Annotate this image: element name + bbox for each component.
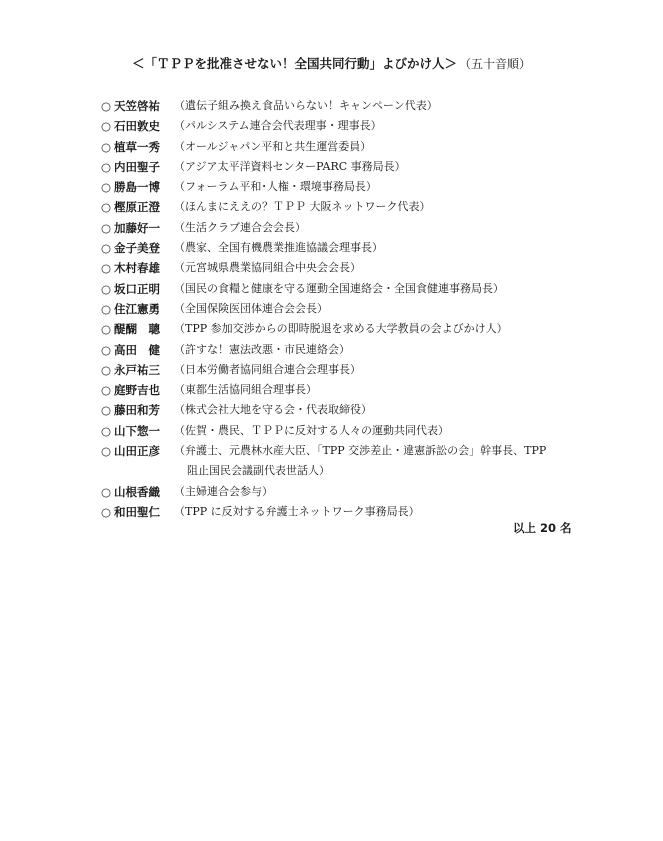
list-item: [101, 279, 591, 299]
person-affiliation: [174, 157, 579, 177]
affiliation-text: （弁護士、元農林水産大臣、「TPP 交渉差止・違憲訴訟の会」幹事長、TPP: [174, 444, 547, 458]
person-affiliation: [174, 319, 579, 339]
affiliation-text: （ほんまにええの？ＴＰＰ 大阪ネットワーク代表）: [174, 200, 431, 214]
affiliation-text: （アジア太平洋資料センターPARC 事務局長）: [174, 159, 406, 173]
list-item: [101, 299, 591, 319]
affiliation-text: （TPP 参加交渉からの即時脱退を求める大学教員の会よびかけ人）: [174, 322, 508, 336]
bullet-circle: ○: [101, 403, 112, 418]
bullet-circle: ○: [101, 322, 112, 337]
person-name: 和田聖仁: [114, 504, 160, 519]
affiliation-text: （農家、全国有機農業推進協議会理事長）: [174, 241, 383, 255]
affiliation-text: （TPP に反対する弁護士ネットワーク事務局長）: [174, 504, 420, 518]
bullet-circle: ○: [101, 159, 112, 174]
list-item: [101, 441, 591, 482]
person-name: 庭野吉也: [114, 383, 160, 398]
list-item: [101, 340, 591, 360]
person-affiliation: [174, 380, 579, 400]
affiliation-text: （日本労働者協同組合連合会理事長）: [174, 362, 361, 376]
list-item: [101, 360, 591, 380]
person-affiliation: [174, 340, 579, 360]
bullet-circle: ○: [101, 423, 112, 438]
list-item: [101, 137, 591, 157]
affiliation-text: （許すな！憲法改悪・市民連絡会）: [174, 342, 350, 356]
list-item: [101, 258, 591, 278]
person-affiliation: [174, 400, 579, 420]
person-name: 加藤好一: [114, 220, 160, 235]
bullet-circle: ○: [101, 180, 112, 195]
person-name: 山下惣一: [114, 423, 160, 438]
person-name: 植草一秀: [114, 139, 160, 154]
affiliation-text: （主婦連合会参与）: [174, 484, 273, 498]
person-name: 樫原正澄: [114, 200, 160, 215]
affiliation-text: （全国保険医団体連合会会長）: [174, 301, 328, 315]
person-affiliation: [174, 360, 579, 380]
affiliation-text: （オールジャパン平和と共生運営委員）: [174, 139, 372, 153]
person-name: 藤田和芳: [114, 403, 160, 418]
person-name: 木村春雄: [114, 261, 160, 276]
bullet-circle: ○: [101, 220, 112, 235]
person-name: 天笠啓祐: [114, 99, 160, 113]
bullet-circle: ○: [101, 444, 112, 459]
bullet-circle: ○: [101, 484, 112, 499]
person-affiliation: [174, 421, 579, 441]
person-name: 勝島一博: [114, 180, 160, 195]
bullet-circle: ○: [101, 362, 112, 377]
list-item: [101, 238, 591, 258]
list-item: [101, 482, 591, 502]
caller-list: [101, 96, 591, 522]
person-name: 醍醐 聰: [114, 322, 160, 337]
list-item: [101, 157, 591, 177]
list-item: [101, 177, 591, 197]
bullet-circle: ○: [101, 301, 112, 316]
affiliation-text: （佐賀・農民、ＴＰＰに反対する人々の運動共同代表）: [174, 423, 449, 437]
person-name: 山根香織: [114, 484, 160, 499]
person-affiliation: [174, 258, 579, 278]
person-affiliation: [174, 279, 579, 299]
affiliation-text: （生活クラブ連合会会長）: [174, 220, 306, 234]
document-title: [0, 54, 663, 72]
bullet-circle: ○: [101, 241, 112, 256]
bullet-circle: ○: [101, 383, 112, 398]
person-affiliation: [174, 116, 579, 136]
person-name: 住江憲勇: [114, 301, 160, 316]
person-name: 高田 健: [114, 342, 160, 357]
list-item: [101, 197, 591, 217]
bullet-circle: ○: [101, 504, 112, 519]
list-item: [101, 96, 591, 116]
bullet-circle: ○: [101, 139, 112, 154]
person-name: 山田正彦: [114, 444, 160, 459]
title-order-note: （五十音順）: [459, 57, 532, 71]
list-item: [101, 380, 591, 400]
person-name: 金子美登: [114, 241, 160, 256]
list-item: [101, 421, 591, 441]
person-name: 内田聖子: [114, 159, 160, 174]
person-affiliation: [174, 197, 579, 217]
person-affiliation: [174, 177, 579, 197]
list-item: [101, 218, 591, 238]
person-affiliation: [174, 218, 579, 238]
person-affiliation: [174, 137, 579, 157]
list-item: [101, 319, 591, 339]
affiliation-continuation: 阻止国民会議副代表世話人）: [187, 464, 330, 478]
affiliation-text: （株式会社大地を守る会・代表取締役）: [174, 403, 372, 417]
bullet-circle: ○: [101, 200, 112, 215]
bullet-circle: ○: [101, 261, 112, 276]
bullet-circle: ○: [101, 281, 112, 296]
bullet-circle: ○: [101, 119, 112, 134]
affiliation-text: （東都生活協同組合理事長）: [174, 383, 317, 397]
affiliation-text: （パルシステム連合会代表理事・理事長）: [174, 119, 382, 133]
affiliation-text: （元宮城県農業協同組合中央会会長）: [174, 261, 361, 275]
title-main: ＜「ＴＰＰを批准させない！全国共同行動」よびかけ人＞: [131, 56, 457, 71]
person-affiliation: [174, 299, 579, 319]
bullet-circle: ○: [101, 99, 112, 113]
list-item: [101, 116, 591, 136]
list-item: [101, 400, 591, 420]
person-name: 石田敦史: [114, 119, 160, 134]
person-affiliation: [174, 238, 579, 258]
person-affiliation: [174, 96, 579, 116]
person-affiliation: [174, 482, 579, 502]
affiliation-text: （国民の食糧と健康を守る運動全国連絡会・全国食健連事務局長）: [174, 281, 504, 295]
affiliation-text: （遺伝子組み換え食品いらない！キャンペーン代表）: [174, 99, 438, 112]
total-count: 以上 20 名: [513, 521, 572, 535]
bullet-circle: ○: [101, 342, 112, 357]
person-affiliation: [174, 441, 579, 482]
affiliation-text: （フォーラム平和･人権・環境事務局長）: [174, 180, 377, 194]
person-name: 永戸祐三: [114, 362, 160, 377]
person-name: 坂口正明: [114, 281, 160, 296]
